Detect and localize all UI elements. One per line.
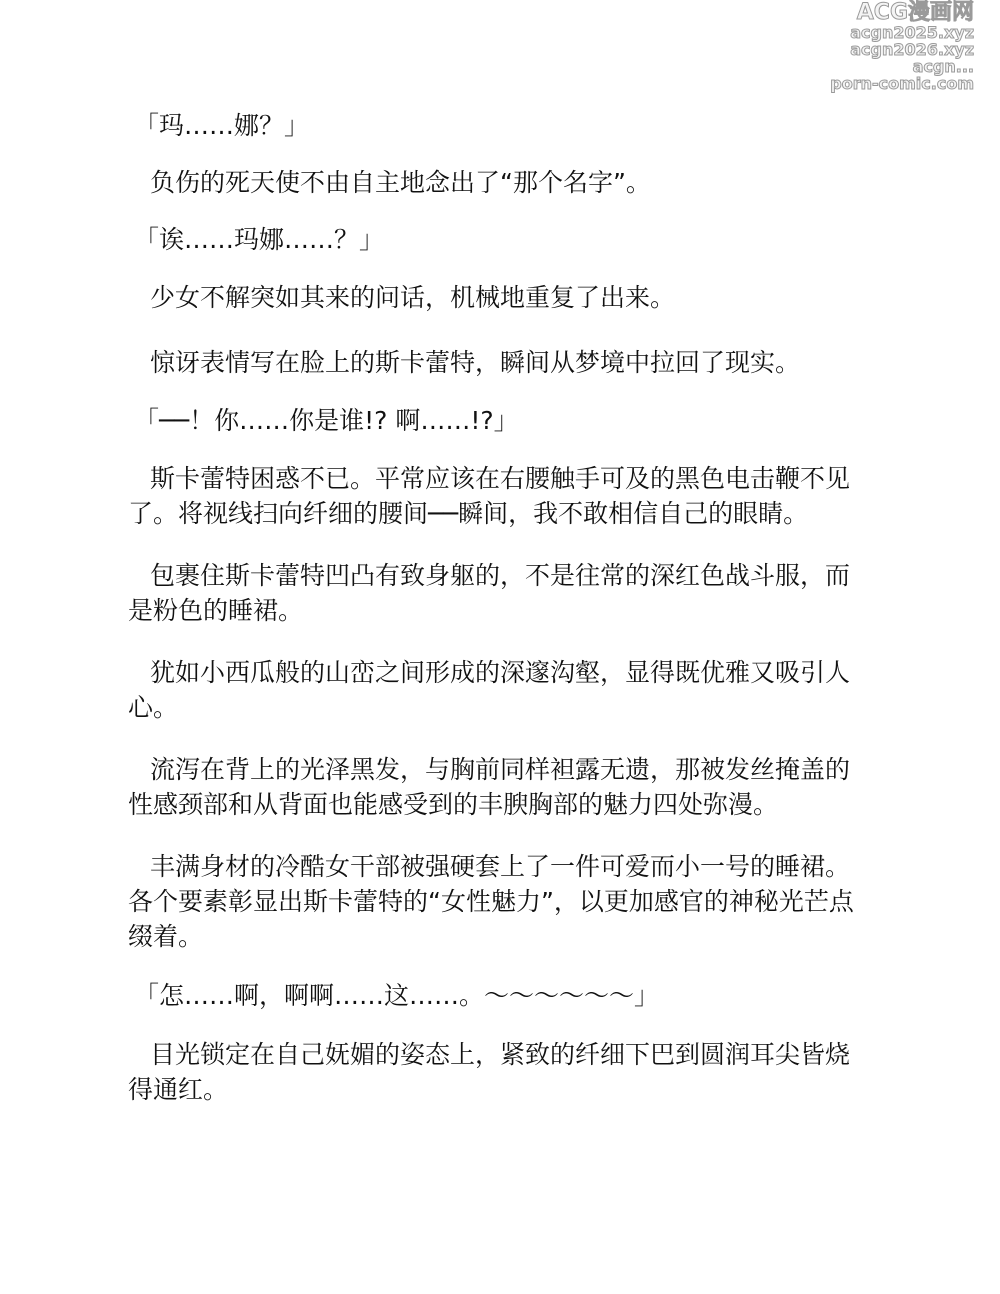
narration-paragraph: 包裹住斯卡蕾特凹凸有致身躯的，不是往常的深红色战斗服，而是粉色的睡裙。 <box>128 561 851 625</box>
watermark-url: porn-comic.com <box>830 74 974 93</box>
narration-paragraph: 犹如小西瓜般的山峦之间形成的深邃沟壑，显得既优雅又吸引人心。 <box>128 658 851 722</box>
watermark-brand: ACG漫画网 <box>856 0 974 25</box>
narration-paragraph: 丰满身材的冷酷女干部被强硬套上了一件可爱而小一号的睡裙。各个要素彰显出斯卡蕾特的“女性魅力”，以更加感官的神秘光芒点缀着。 <box>128 852 854 951</box>
watermark-url: acgn2026.xyz <box>850 40 974 59</box>
dialog-paragraph: 「──！你……你是谁!? 啊……!?」 <box>134 406 519 435</box>
narration-paragraph: 流泻在背上的光泽黑发，与胸前同样袒露无遗，那被发丝掩盖的性感颈部和从背面也能感受到的丰腴胸部的魅力四处弥漫。 <box>128 755 851 819</box>
dialog-paragraph: 「怎……啊，啊啊……这……。～～～～～～」 <box>134 981 660 1010</box>
narration-paragraph: 少女不解突如其来的问话，机械地重复了出来。 <box>150 283 676 312</box>
narration-paragraph: 目光锁定在自己妩媚的姿态上，紧致的纤细下巴到圆润耳尖皆烧得通红。 <box>128 1040 851 1104</box>
site-watermark <box>824 2 974 92</box>
dialog-paragraph: 「玛……娜？」 <box>134 111 310 140</box>
narration-paragraph: 斯卡蕾特困惑不已。平常应该在右腰触手可及的黑色电击鞭不见了。将视线扫向纤细的腰间──瞬间，我不敢相信自己的眼睛。 <box>128 464 851 528</box>
watermark-url: acgn2025.xyz <box>850 23 974 42</box>
watermark-url: acgn... <box>912 57 974 76</box>
story-text <box>128 108 868 1107</box>
dialog-paragraph: 「诶……玛娜……？」 <box>134 225 385 254</box>
narration-paragraph: 负伤的死天使不由自主地念出了“那个名字”。 <box>150 168 651 197</box>
narration-paragraph: 惊讶表情写在脸上的斯卡蕾特，瞬间从梦境中拉回了现实。 <box>150 348 801 377</box>
